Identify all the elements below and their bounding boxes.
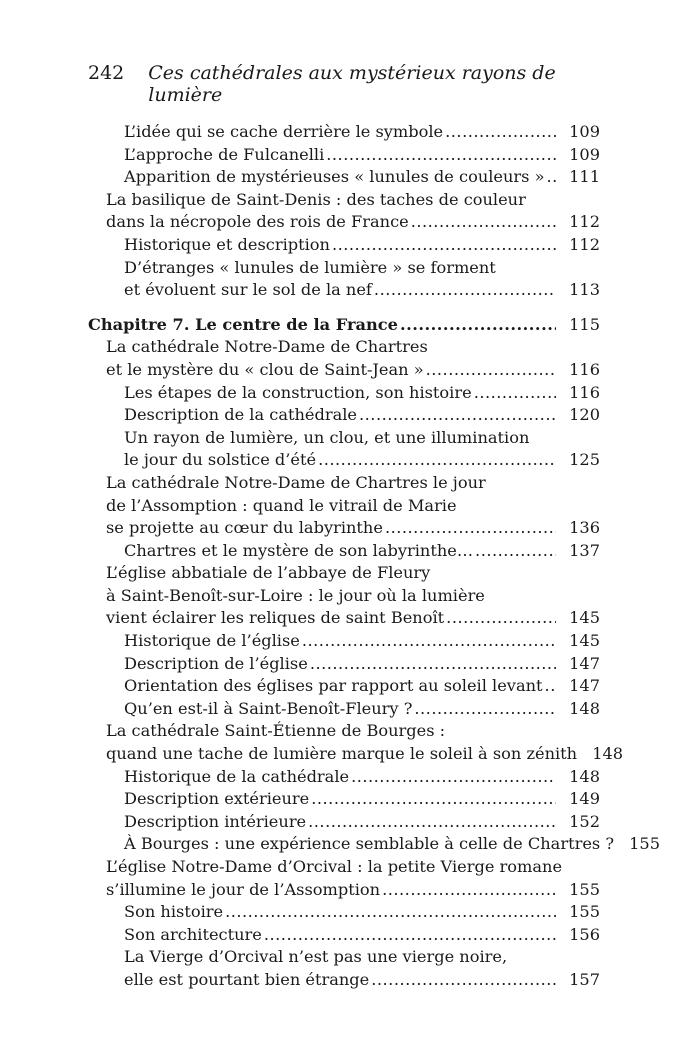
toc-page-number: 113 xyxy=(569,280,600,300)
toc-entry xyxy=(88,234,600,257)
toc-leader-dots xyxy=(332,234,556,257)
toc-leader-dots xyxy=(326,144,556,167)
toc-line xyxy=(106,359,600,382)
toc-entry xyxy=(88,257,600,302)
toc-leader-dots xyxy=(310,653,556,676)
toc-entry xyxy=(88,121,600,144)
toc-leader-dots xyxy=(302,630,556,653)
toc-page-number: 136 xyxy=(569,518,600,538)
toc-line xyxy=(124,946,600,969)
toc-leader-dots xyxy=(445,121,556,144)
toc-leader-dots xyxy=(545,675,556,698)
toc-line xyxy=(106,562,600,585)
toc-entry-title: L’idée qui se cache derrière le symbole xyxy=(124,122,444,141)
toc-entry-title: de l’Assomption : quand le vitrail de Marie xyxy=(106,495,457,515)
toc-entry-title: Qu’en est-il à Saint-Benoît-Fleury ? xyxy=(124,698,413,718)
toc-line xyxy=(106,856,600,879)
toc-entry-title: Historique et description xyxy=(124,234,330,254)
toc-entry xyxy=(88,901,600,924)
toc-page-number: 109 xyxy=(569,122,600,141)
toc-line xyxy=(124,833,661,856)
toc-line xyxy=(124,427,600,450)
toc-entry-title: La cathédrale Notre-Dame de Chartres le jour xyxy=(106,472,486,492)
toc-page-number: 148 xyxy=(569,766,600,786)
toc-page-number: 115 xyxy=(569,314,600,334)
toc-line xyxy=(106,211,600,234)
toc-entry-title: se projette au cœur du labyrinthe xyxy=(106,518,383,538)
toc-leader-dots xyxy=(474,382,556,405)
toc-page-number: 109 xyxy=(569,144,600,164)
toc-entry-title: Chartres et le mystère de son labyrinthe… xyxy=(124,540,474,560)
toc-line xyxy=(106,336,600,359)
toc-entry xyxy=(88,382,600,405)
toc-page-number: 157 xyxy=(569,969,600,989)
toc-line xyxy=(124,540,600,563)
toc-line xyxy=(106,472,600,495)
toc-entry xyxy=(88,404,600,427)
toc-entry-title: Description intérieure xyxy=(124,811,307,831)
toc-line xyxy=(124,766,600,789)
toc-leader-dots xyxy=(318,449,556,472)
toc-line xyxy=(124,969,600,992)
toc-page-number: 112 xyxy=(569,212,600,232)
toc-entry xyxy=(88,811,600,834)
toc-entry xyxy=(88,562,600,630)
table-of-contents xyxy=(88,121,661,992)
toc-entry xyxy=(88,698,600,721)
toc-entry xyxy=(88,427,600,472)
toc-entry xyxy=(88,336,600,381)
toc-entry xyxy=(88,166,600,189)
toc-line xyxy=(124,121,600,144)
toc-chapter-entry xyxy=(88,314,600,337)
toc-entry-title: elle est pourtant bien étrange xyxy=(124,969,370,989)
toc-line xyxy=(106,879,600,902)
toc-line xyxy=(124,698,600,721)
toc-entry xyxy=(88,924,600,947)
toc-page-number: 111 xyxy=(569,167,600,187)
toc-leader-dots xyxy=(400,314,556,337)
toc-page-number: 155 xyxy=(569,902,600,922)
toc-page-number: 125 xyxy=(569,450,600,470)
toc-entry-title: L’église Notre-Dame d’Orcival : la petite Vierge romane xyxy=(106,857,563,876)
toc-entry-title: Son architecture xyxy=(124,924,262,944)
toc-entry-title: Description de l’église xyxy=(124,653,308,673)
running-title: Ces cathédrales aux mystérieux rayons de lumière xyxy=(148,62,556,106)
toc-entry-title: s’illumine le jour de l’Assomption xyxy=(106,879,381,899)
toc-page-number: 149 xyxy=(569,789,600,809)
toc-entry-title: quand une tache de lumière marque le soleil à son zénith xyxy=(106,744,578,764)
toc-leader-dots xyxy=(311,788,556,811)
toc-page-number: 137 xyxy=(569,540,600,560)
toc-line xyxy=(124,675,600,698)
toc-page-number: 116 xyxy=(569,359,600,379)
toc-entry-title: Son histoire xyxy=(124,902,224,922)
toc-entry-title: Orientation des églises par rapport au soleil levant xyxy=(124,676,543,696)
toc-leader-dots xyxy=(547,166,556,189)
toc-entry-title: Description extérieure xyxy=(124,789,310,809)
toc-entry-title: La basilique de Saint-Denis : des taches de couleur xyxy=(106,189,526,209)
toc-entry xyxy=(88,653,600,676)
toc-line xyxy=(106,585,600,608)
toc-entry-title: Historique de l’église xyxy=(124,631,300,651)
toc-page-number: 156 xyxy=(569,924,600,944)
toc-page-number: 120 xyxy=(569,405,600,425)
toc-entry xyxy=(88,946,600,991)
toc-leader-dots xyxy=(374,279,556,302)
toc-entry-title: Les étapes de la construction, son histoire xyxy=(124,382,472,402)
toc-entry-title: le jour du solstice d’été xyxy=(124,450,317,470)
toc-line xyxy=(124,788,600,811)
toc-line xyxy=(124,901,600,924)
toc-leader-dots xyxy=(426,359,556,382)
toc-entry xyxy=(88,540,600,563)
toc-page-number: 147 xyxy=(569,676,600,696)
toc-line xyxy=(106,189,600,212)
toc-line xyxy=(124,404,600,427)
toc-entry-title: Chapitre 7. Le centre de la France xyxy=(88,314,398,334)
toc-entry xyxy=(88,630,600,653)
toc-line xyxy=(124,811,600,834)
toc-leader-dots xyxy=(385,517,556,540)
toc-line xyxy=(106,495,600,518)
toc-line xyxy=(124,630,600,653)
toc-entry xyxy=(88,472,600,540)
toc-leader-dots xyxy=(351,766,556,789)
toc-leader-dots xyxy=(475,540,556,563)
toc-leader-dots xyxy=(411,211,556,234)
toc-leader-dots xyxy=(308,811,556,834)
toc-line xyxy=(106,720,600,743)
toc-entry-title: Un rayon de lumière, un clou, et une illumination xyxy=(124,427,530,447)
toc-page-number: 148 xyxy=(592,744,624,764)
toc-entry xyxy=(88,833,661,856)
toc-leader-dots xyxy=(414,698,556,721)
toc-entry xyxy=(88,675,600,698)
toc-line xyxy=(124,449,600,472)
toc-entry-title: dans la nécropole des rois de France xyxy=(106,212,409,232)
toc-entry xyxy=(88,788,600,811)
toc-entry-title: à Saint-Benoît-sur-Loire : le jour où la lumière xyxy=(106,585,485,605)
toc-page-number: 145 xyxy=(569,631,600,651)
toc-leader-dots xyxy=(225,901,556,924)
toc-entry-title: Description de la cathédrale xyxy=(124,405,358,425)
toc-leader-dots xyxy=(446,607,556,630)
toc-leader-dots xyxy=(382,879,556,902)
toc-entry-title: À Bourges : une expérience semblable à celle de Chartres ? xyxy=(124,834,615,854)
toc-page-number: 148 xyxy=(569,698,600,718)
toc-entry-title: La cathédrale Notre-Dame de Chartres xyxy=(106,337,428,357)
toc-entry-title: L’approche de Fulcanelli xyxy=(124,144,325,164)
toc-entry-title: L’église abbatiale de l’abbaye de Fleury xyxy=(106,563,431,583)
toc-line xyxy=(124,257,600,280)
toc-line xyxy=(124,234,600,257)
toc-line xyxy=(124,653,600,676)
toc-entry-title: et évoluent sur le sol de la nef xyxy=(124,280,372,300)
toc-line xyxy=(124,279,600,302)
toc-entry-title: et le mystère du « clou de Saint-Jean » xyxy=(106,359,424,379)
toc-line xyxy=(106,607,600,630)
toc-line xyxy=(124,924,600,947)
toc-entry xyxy=(88,766,600,789)
toc-entry-title: La Vierge d’Orcival n’est pas une vierge noire, xyxy=(124,947,508,967)
toc-line xyxy=(124,166,600,189)
toc-entry-title: Historique de la cathédrale xyxy=(124,766,350,786)
toc-entry xyxy=(88,720,624,765)
toc-line xyxy=(106,517,600,540)
toc-page-number: 147 xyxy=(569,653,600,673)
toc-page-number: 112 xyxy=(569,234,600,254)
toc-entry xyxy=(88,144,600,167)
toc-entry-title: La cathédrale Saint-Étienne de Bourges : xyxy=(106,721,446,741)
toc-page-number: 155 xyxy=(629,834,661,854)
page-number: 242 xyxy=(88,62,125,84)
toc-entry-title: D’étranges « lunules de lumière » se forment xyxy=(124,257,496,277)
toc-line xyxy=(88,314,600,337)
toc-leader-dots xyxy=(371,969,556,992)
toc-leader-dots xyxy=(264,924,556,947)
toc-page-number: 152 xyxy=(569,811,600,831)
toc-entry xyxy=(88,189,600,234)
toc-entry-title: vient éclairer les reliques de saint Benoît xyxy=(106,608,445,628)
page-header xyxy=(88,62,608,106)
toc-line xyxy=(106,743,624,766)
toc-page-number: 116 xyxy=(569,382,600,402)
toc-leader-dots xyxy=(359,404,556,427)
toc-page-number: 155 xyxy=(569,879,600,899)
toc-line xyxy=(124,144,600,167)
toc-entry-title: Apparition de mystérieuses « lunules de couleurs » xyxy=(124,167,545,187)
toc-line xyxy=(124,382,600,405)
toc-entry xyxy=(88,856,600,901)
toc-page-number: 145 xyxy=(569,608,600,628)
